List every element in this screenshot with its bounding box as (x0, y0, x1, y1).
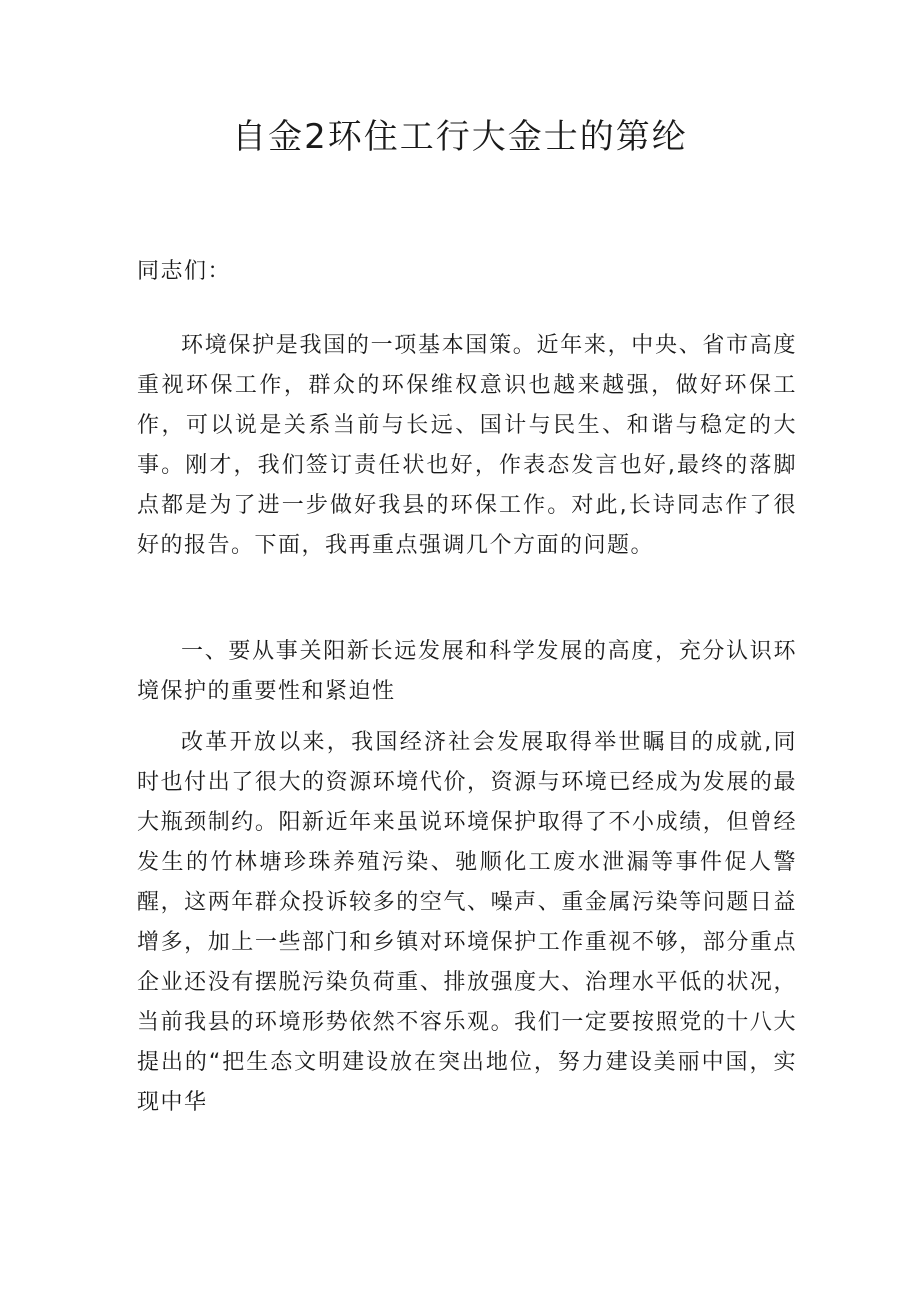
paragraph-block-1 (137, 326, 797, 566)
greeting: 同志们： (137, 259, 232, 284)
paragraph-block-3 (137, 723, 797, 1123)
paragraph-reform: 改革开放以来，我国经济社会发展取得举世瞩目的成就,同时也付出了很大的资源环境代价，资源与环境已经成为发展的最大瓶颈制约。阳新近年来虽说环境保护取得了不小成绩，但曾经发生的竹林塘珍珠养殖污染、驰顺化工废水泄漏等事件促人警醒，这两年群众投诉较多的空气、噪声、重金属污染等问题日益增多，加上一些部门和乡镇对环境保护工作重视不够，部分重点企业还没有摆脱污染负荷重、排放强度大、治理水平低的状况，当前我县的环境形势依然不容乐观。我们一定要按照党的十八大提出的“把生态文明建设放在突出地位，努力建设美丽中国，实现中华 (137, 730, 797, 1115)
document-title: 自金2环住工行大金士的第纶 (232, 117, 688, 157)
greeting-block (137, 252, 797, 292)
paragraph-block-2 (137, 632, 797, 712)
paragraph-intro: 环境保护是我国的一项基本国策。近年来，中央、省市高度重视环保工作，群众的环保维权意识也越来越强，做好环保工作，可以说是关系当前与长远、国计与民生、和谐与稳定的大事。刚才，我们签订责任状也好，作表态发言也好,最终的落脚点都是为了进一步做好我县的环保工作。对此,长诗同志作了很好的报告。下面，我再重点强调几个方面的问题。 (137, 333, 797, 558)
section-heading-1: 一、要从事关阳新长远发展和科学发展的高度，充分认识环境保护的重要性和紧迫性 (137, 639, 797, 704)
